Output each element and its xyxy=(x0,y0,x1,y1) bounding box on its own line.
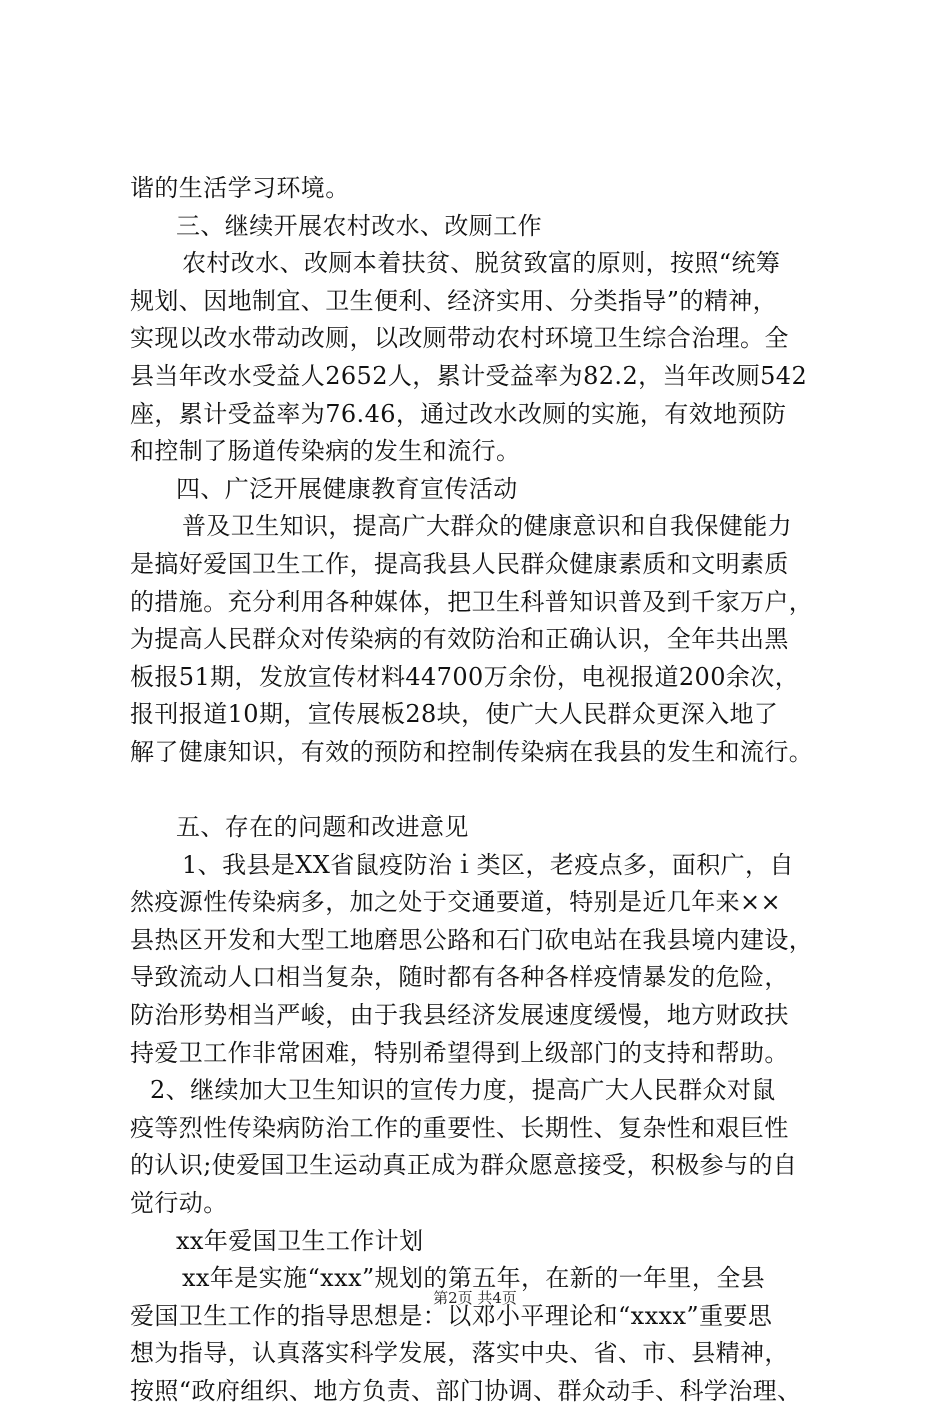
page-footer: 第2页 共4页 xyxy=(433,1289,517,1307)
text-line: 五、存在的问题和改进意见 xyxy=(176,813,469,842)
text-line: 爱国卫生工作的指导思想是：以邓小平理论和“xxxx”重要思 xyxy=(130,1301,773,1330)
text-line: 然疫源性传染病多，加之处于交通要道，特别是近几年来×× xyxy=(130,888,782,917)
text-line: 规划、因地制宜、卫生便利、经济实用、分类指导”的精神， xyxy=(130,286,778,315)
text-line: 是搞好爱国卫生工作，提高我县人民群众健康素质和文明素质 xyxy=(130,549,789,578)
text-line: 按照“政府组织、地方负责、部门协调、群众动手、科学治理、 xyxy=(130,1377,802,1405)
text-line: 谐的生活学习环境。 xyxy=(130,174,350,202)
text-line: 的认识;使爱国卫生运动真正成为群众愿意接受，积极参与的自 xyxy=(130,1151,798,1180)
blank-line xyxy=(130,772,830,810)
text-line: 防治形势相当严峻，由于我县经济发展速度缓慢，地方财政扶 xyxy=(130,1001,789,1030)
text-line: 农村改水、改厕本着扶贫、脱贫致富的原则，按照“统筹 xyxy=(182,249,781,278)
text-line: 和控制了肠道传染病的发生和流行。 xyxy=(130,437,521,466)
text-line: 想为指导，认真落实科学发展，落实中央、省、市、县精神， xyxy=(130,1339,789,1368)
text-line: 1、我县是XX省鼠疫防治ｉ类区，老疫点多，面积广，自 xyxy=(182,850,794,879)
text-line: 导致流动人口相当复杂，随时都有各种各样疫情暴发的危险， xyxy=(130,963,789,992)
body-text xyxy=(130,170,830,1411)
text-line: 座，累计受益率为76.46，通过改水改厕的实施，有效地预防 xyxy=(130,399,787,428)
text-line: 报刊报道10期，宣传展板28块，使广大人民群众更深入地了 xyxy=(130,700,779,729)
text-line: 四、广泛开展健康教育宣传活动 xyxy=(176,474,518,503)
text-line: 2、继续加大卫生知识的宣传力度，提高广大人民群众对鼠 xyxy=(150,1076,776,1105)
text-line: 的措施。充分利用各种媒体，把卫生科普知识普及到千家万户， xyxy=(130,587,814,616)
text-line: 板报51期，发放宣传材料44700万余份，电视报道200余次， xyxy=(130,662,800,691)
text-line: xx年是实施“xxx”规划的第五年，在新的一年里，全县 xyxy=(182,1264,766,1293)
text-line: 持爱卫工作非常困难，特别希望得到上级部门的支持和帮助。 xyxy=(130,1038,789,1067)
text-line: xx年爱国卫生工作计划 xyxy=(176,1226,424,1255)
text-line: 普及卫生知识，提高广大群众的健康意识和自我保健能力 xyxy=(182,512,792,541)
text-line: 解了健康知识，有效的预防和控制传染病在我县的发生和流行。 xyxy=(130,737,814,766)
text-line: 为提高人民群众对传染病的有效防治和正确认识，全年共出黑 xyxy=(130,625,789,654)
text-line: 县热区开发和大型工地磨思公路和石门砍电站在我县境内建设， xyxy=(130,925,814,954)
text-line: 三、继续开展农村改水、改厕工作 xyxy=(176,211,542,240)
text-line: 疫等烈性传染病防治工作的重要性、长期性、复杂性和艰巨性 xyxy=(130,1113,789,1142)
text-line: 县当年改水受益人2652人，累计受益率为82.2，当年改厕542 xyxy=(130,361,808,390)
text-line: 觉行动。 xyxy=(130,1189,228,1218)
text-line: 实现以改水带动改厕，以改厕带动农村环境卫生综合治理。全 xyxy=(130,324,789,353)
